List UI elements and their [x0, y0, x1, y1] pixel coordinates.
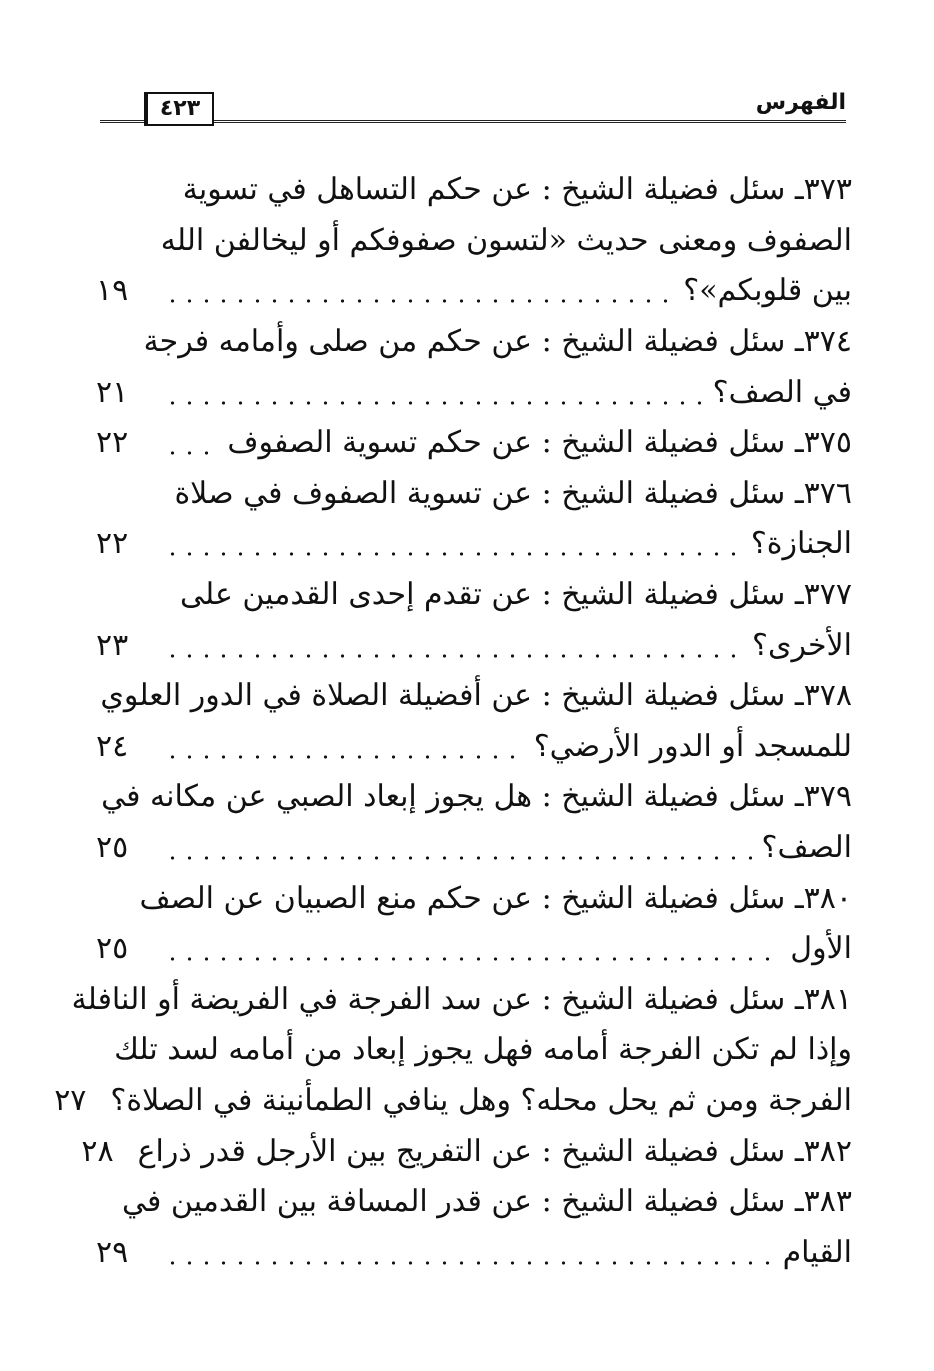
dot-leader	[164, 529, 741, 559]
entry-question: ٣٧٩ـ سئل فضيلة الشيخ : هل يجوز إبعاد الصبي عن مكانه في	[101, 779, 852, 815]
entry-page-number: ٢٢	[96, 425, 129, 461]
index-line	[81, 1126, 852, 1177]
entry-page-number: ٢٥	[96, 931, 129, 967]
index-line	[96, 873, 852, 924]
index-line	[96, 570, 852, 621]
entry-question: ٣٧٦ـ سئل فضيلة الشيخ : عن تسوية الصفوف في صلاة	[174, 475, 852, 511]
index-line	[96, 620, 852, 671]
entry-continuation: للمسجد أو الدور الأرضي؟	[533, 728, 852, 764]
entry-question: ٣٨٣ـ سئل فضيلة الشيخ : عن قدر المسافة بين القدمين في	[122, 1184, 852, 1220]
entry-continuation: الصفوف ومعنى حديث «لتسون صفوفكم أو ليخالفن الله	[160, 222, 852, 258]
dot-leader	[164, 1238, 773, 1268]
entry-continuation: الجنازة؟	[750, 526, 852, 562]
page-number: ٤٢٣	[144, 92, 214, 126]
entry-page-number: ٢٧	[54, 1082, 87, 1118]
index-line	[96, 1227, 852, 1278]
entry-continuation: الفرجة ومن ثم يحل محله؟ وهل ينافي الطمأنينة في الصلاة؟	[110, 1082, 852, 1118]
index-line	[96, 418, 852, 469]
index-line	[96, 823, 852, 874]
entry-continuation: في الصف؟	[712, 374, 852, 410]
entry-continuation: وإذا لم تكن الفرجة أمامه فهل يجوز إبعاد من أمامه لسد تلك	[114, 1032, 852, 1068]
index-line	[96, 1025, 852, 1076]
entry-continuation: الأول	[790, 931, 852, 967]
entry-question: ٣٧٤ـ سئل فضيلة الشيخ : عن حكم من صلى وأمامه فرجة	[143, 324, 852, 360]
entry-continuation: الأخرى؟	[752, 627, 852, 663]
dot-leader	[164, 732, 524, 762]
entry-page-number: ٢٤	[96, 728, 129, 764]
index-line	[96, 1177, 852, 1228]
entry-page-number: ٢١	[96, 374, 129, 410]
index-line	[96, 317, 852, 368]
index-line	[96, 469, 852, 520]
dot-leader	[164, 934, 780, 964]
entry-question: ٣٧٥ـ سئل فضيلة الشيخ : عن حكم تسوية الصفوف	[227, 425, 852, 461]
index-line	[96, 266, 852, 317]
index-line	[96, 671, 852, 722]
entry-continuation: القيام	[782, 1234, 852, 1270]
entry-page-number: ٢٩	[96, 1234, 129, 1270]
entry-page-number: ٢٢	[96, 526, 129, 562]
index-list	[54, 165, 852, 1278]
dot-leader	[164, 428, 217, 458]
entry-page-number: ٢٨	[81, 1133, 114, 1169]
entry-question: ٣٧٣ـ سئل فضيلة الشيخ : عن حكم التساهل في تسوية	[182, 172, 852, 208]
index-line	[96, 519, 852, 570]
dot-leader	[164, 378, 703, 408]
entry-page-number: ١٩	[96, 273, 129, 309]
index-line	[96, 367, 852, 418]
entry-page-number: ٢٥	[96, 830, 129, 866]
index-line	[96, 722, 852, 773]
dot-leader	[164, 833, 752, 863]
entry-question: ٣٧٨ـ سئل فضيلة الشيخ : عن أفضيلة الصلاة في الدور العلوي	[100, 678, 852, 714]
index-line	[96, 772, 852, 823]
entry-question: ٣٧٧ـ سئل فضيلة الشيخ : عن تقدم إحدى القدمين على	[180, 577, 852, 613]
entry-continuation: الصف؟	[761, 830, 852, 866]
index-line	[96, 216, 852, 267]
entry-page-number: ٢٣	[96, 627, 129, 663]
entry-continuation: بين قلوبكم»؟	[683, 273, 852, 309]
entry-question: ٣٨٢ـ سئل فضيلة الشيخ : عن التفريج بين الأرجل قدر ذراع	[137, 1133, 852, 1169]
index-line	[96, 924, 852, 975]
index-line	[71, 975, 852, 1026]
dot-leader	[164, 276, 673, 306]
entry-question: ٣٨١ـ سئل فضيلة الشيخ : عن سد الفرجة في الفريضة أو النافلة	[71, 981, 852, 1017]
running-title: الفهرس	[748, 88, 846, 118]
index-line	[96, 165, 852, 216]
page-header	[100, 88, 846, 136]
index-line	[54, 1076, 852, 1127]
entry-question: ٣٨٠ـ سئل فضيلة الشيخ : عن حكم منع الصبيان عن الصف	[139, 880, 852, 916]
dot-leader	[164, 631, 742, 661]
